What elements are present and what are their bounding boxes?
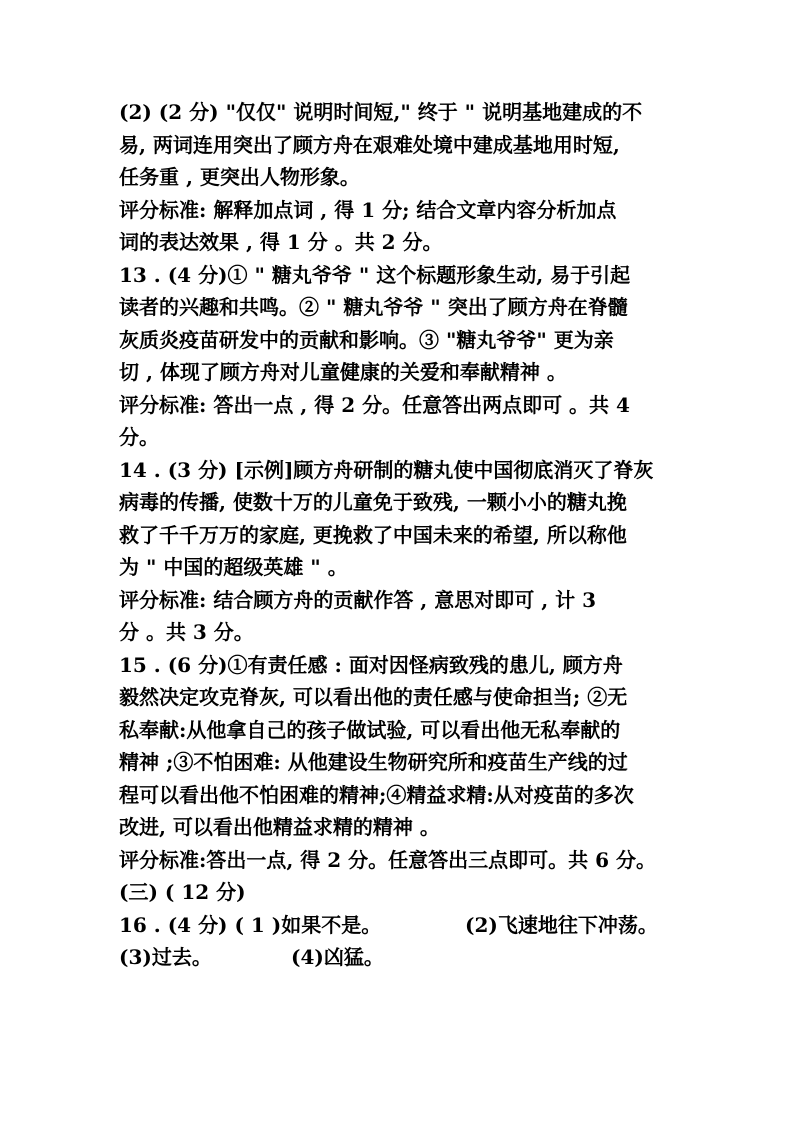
section-3-heading <box>119 876 679 909</box>
text-line: 15 . (6 分)①有责任感 : 面对因怪病致残的患儿, 顾方舟 <box>119 652 623 677</box>
text-line: 读者的兴趣和共鸣。② " 糖丸爷爷 " 突出了顾方舟在脊髓 <box>119 295 628 319</box>
text-line: 14 . (3 分) [示例]顾方舟研制的糖丸使中国彻底消灭了脊灰 <box>119 457 654 482</box>
text-line: 精神 ;③不怕困难: 从他建设生物研究所和疫苗生产线的过 <box>119 750 628 774</box>
q12-part2-answer <box>119 96 679 194</box>
q14-scoring <box>119 584 679 649</box>
text-line: 分。 <box>119 425 159 449</box>
text-line: 评分标准:答出一点, 得 2 分。任意答出三点即可。共 6 分。 <box>119 847 656 872</box>
text-line: 分 。共 3 分。 <box>119 620 254 644</box>
q14-answer <box>119 454 679 584</box>
text-line <box>119 941 679 974</box>
q15-scoring <box>119 844 679 877</box>
text-line: 词的表达效果 , 得 1 分 。共 2 分。 <box>119 230 443 254</box>
text-line: 评分标准: 结合顾方舟的贡献作答 , 意思对即可 , 计 3 <box>119 587 597 612</box>
q15-answer <box>119 649 679 844</box>
text-line: (2) (2 分) "仅仅" 说明时间短," 终于 " 说明基地建成的不 <box>119 100 643 124</box>
text-line: 易, 两词连用突出了顾方舟在艰难处境中建成基地用时短, <box>119 132 620 157</box>
q16-item-3: (3)过去。 <box>119 945 212 969</box>
q12-part2-scoring <box>119 194 679 259</box>
text-line: 病毒的传播, 使数十万的儿童免于致残, 一颗小小的糖丸挽 <box>119 490 627 514</box>
text-line: 切 , 体现了顾方舟对儿童健康的关爱和奉献精神 。 <box>119 360 567 384</box>
text-line: 任务重 , 更突出人物形象。 <box>119 165 360 189</box>
text-line: 私奉献:从他拿自己的孩子做试验, 可以看出他无私奉献的 <box>119 717 621 742</box>
q16-item-1: 16 . (4 分) ( 1 )如果不是。 <box>119 912 382 937</box>
text-line <box>119 909 679 942</box>
text-line: 灰质炎疫苗研发中的贡献和影响。③ "糖丸爷爷" 更为亲 <box>119 327 614 352</box>
answer-page <box>119 96 679 974</box>
q16-item-4: (4)凶猛。 <box>291 945 384 969</box>
text-line: 毅然决定攻克脊灰, 可以看出他的责任感与使命担当; ②无 <box>119 685 628 709</box>
text-line: 改进, 可以看出他精益求精的精神 。 <box>119 815 440 839</box>
section-heading: (三) ( 12 分) <box>119 880 246 904</box>
q13-answer <box>119 259 679 389</box>
text-line: 程可以看出他不怕困难的精神;④精益求精:从对疫苗的多次 <box>119 782 634 807</box>
text-line: 评分标准: 解释加点词 , 得 1 分; 结合文章内容分析加点 <box>119 197 617 222</box>
text-line: 为 " 中国的超级英雄 " 。 <box>119 555 348 579</box>
q16-item-2: (2)飞速地往下冲荡。 <box>465 912 658 937</box>
text-line: 救了千千万万的家庭, 更挽救了中国未来的希望, 所以称他 <box>119 522 627 547</box>
text-line: 评分标准: 答出一点 , 得 2 分。任意答出两点即可 。共 4 <box>119 392 630 417</box>
q13-scoring <box>119 389 679 454</box>
q16-answer <box>119 909 679 974</box>
text-line: 13 . (4 分)① " 糖丸爷爷 " 这个标题形象生动, 易于引起 <box>119 262 631 287</box>
